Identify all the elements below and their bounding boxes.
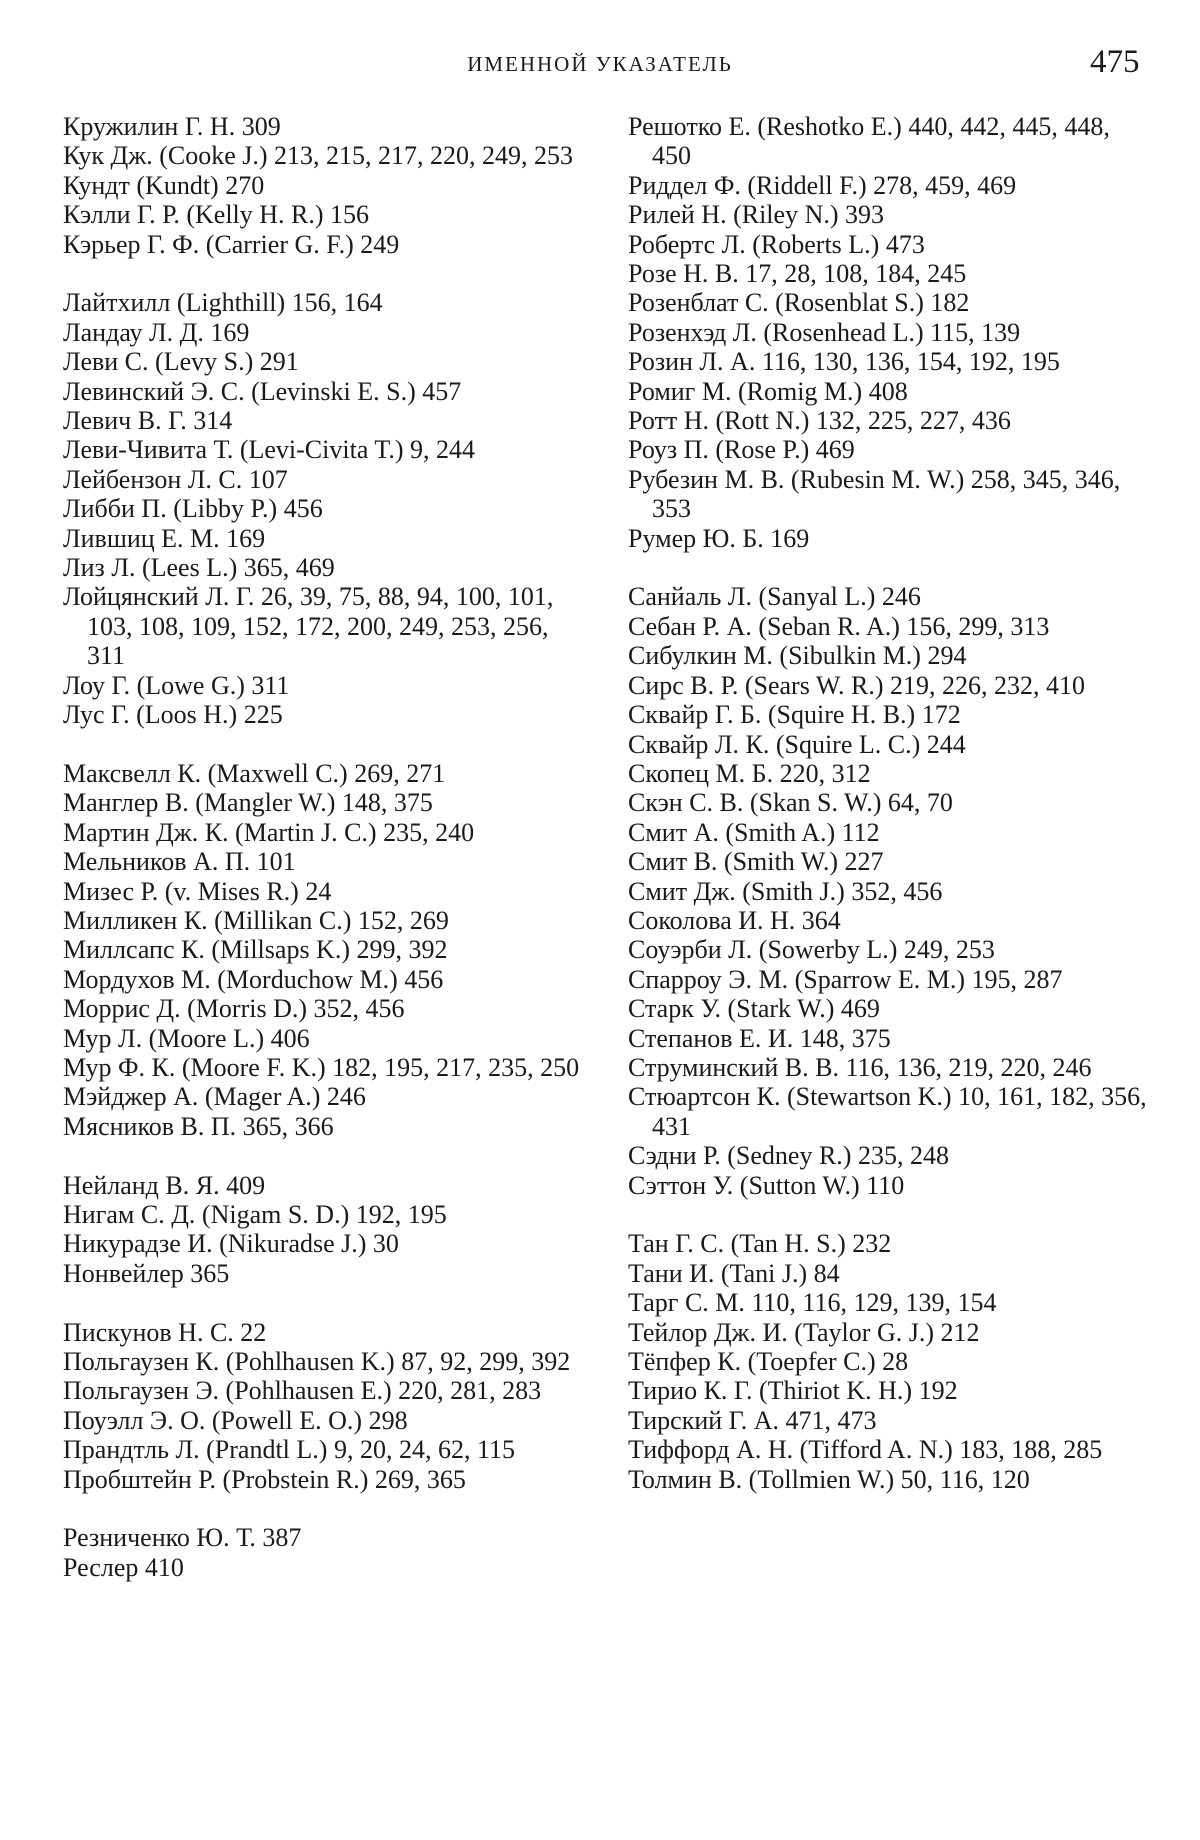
index-entry: Рубезин М. В. (Rubesin M. W.) 258, 345, 346, 353: [628, 464, 1121, 524]
index-entry: Лус Г. (Loos H.) 225: [63, 700, 283, 730]
index-entry: Сэттон У. (Sutton W.) 110: [628, 1170, 905, 1200]
index-entry: Кундт (Kundt) 270: [63, 170, 265, 200]
running-header: ИМЕННОЙ УКАЗАТЕЛЬ: [467, 52, 733, 76]
index-entry: Реслер 410: [63, 1552, 184, 1582]
index-entry: Кэлли Г. Р. (Kelly H. R.) 156: [63, 200, 370, 230]
index-entry: Тиффорд А. Н. (Tifford A. N.) 183, 188, 285: [628, 1435, 1103, 1465]
index-entry: Рилей Н. (Riley N.) 393: [628, 200, 885, 230]
index-entry: Робертс Л. (Roberts L.) 473: [628, 229, 925, 259]
index-entry: Санйаль Л. (Sanyal L.) 246: [628, 582, 921, 612]
index-entry: Розенблат С. (Rosenblat S.) 182: [628, 288, 970, 318]
index-entry: Тарг С. М. 110, 116, 129, 139, 154: [628, 1288, 997, 1318]
index-entry: Тан Г. С. (Tan H. S.) 232: [628, 1229, 892, 1259]
index-entry: Розин Л. А. 116, 130, 136, 154, 192, 195: [628, 347, 1060, 377]
index-entry: Толмин В. (Tollmien W.) 50, 116, 120: [628, 1464, 1030, 1494]
index-entry: Соуэрби Л. (Sowerby L.) 249, 253: [628, 935, 995, 965]
index-entry: Старк У. (Stark W.) 469: [628, 994, 880, 1024]
index-entry: Сквайр Г. Б. (Squire H. B.) 172: [628, 700, 961, 730]
index-entry: Мизес Р. (v. Mises R.) 24: [63, 876, 332, 906]
index-entry: Розенхэд Л. (Rosenhead L.) 115, 139: [628, 317, 1021, 347]
index-entry: Леви С. (Levy S.) 291: [63, 347, 299, 377]
index-entry: Смит В. (Smith W.) 227: [628, 847, 884, 877]
index-entry: Стюартсон К. (Stewartson K.) 10, 161, 182, 356, 431: [628, 1082, 1147, 1141]
index-entry: Нигам С. Д. (Nigam S. D.) 192, 195: [63, 1199, 447, 1229]
index-entry: Тани И. (Tani J.) 84: [628, 1258, 840, 1288]
index-entry: Сирс В. Р. (Sears W. R.) 219, 226, 232, 410: [628, 670, 1086, 700]
index-column-left: [63, 112, 588, 1582]
index-entry: Тирио К. Г. (Thiriot K. H.) 192: [628, 1376, 958, 1406]
index-entry: Польгаузен Э. (Pohlhausen E.) 220, 281, 283: [63, 1376, 542, 1406]
index-entry: Либби П. (Libby P.) 456: [63, 494, 323, 524]
index-entry: Мур Ф. К. (Moore F. K.) 182, 195, 217, 235, 250: [63, 1052, 580, 1082]
index-entry: Поуэлл Э. О. (Powell E. O.) 298: [63, 1405, 408, 1435]
index-entry: Лоу Г. (Lowe G.) 311: [63, 670, 290, 700]
index-entry: Прандтль Л. (Prandtl L.) 9, 20, 24, 62, 115: [63, 1435, 515, 1465]
index-entry: Левинский Э. С. (Levinski E. S.) 457: [63, 376, 462, 406]
index-entry: Никурадзе И. (Nikuradse J.) 30: [63, 1229, 399, 1259]
index-entry: Тейлор Дж. И. (Taylor G. J.) 212: [628, 1317, 980, 1347]
index-entry: Сибулкин М. (Sibulkin M.) 294: [628, 641, 967, 671]
index-entry: Ротт Н. (Rott N.) 132, 225, 227, 436: [628, 406, 1011, 436]
index-entry: Ромиг М. (Romig M.) 408: [628, 376, 908, 406]
index-entry: Скопец М. Б. 220, 312: [628, 758, 871, 788]
index-entry: Ландау Л. Д. 169: [63, 317, 250, 347]
index-entry: Максвелл К. (Maxwell C.) 269, 271: [63, 758, 446, 788]
index-entry: Риддел Ф. (Riddell F.) 278, 459, 469: [628, 170, 1017, 200]
index-entry: Мэйджер А. (Mager A.) 246: [63, 1082, 366, 1112]
index-entry: Моррис Д. (Morris D.) 352, 456: [63, 994, 405, 1024]
index-entry: Роуз П. (Rose P.) 469: [628, 435, 855, 465]
index-entry: Пискунов Н. С. 22: [63, 1317, 267, 1347]
index-entry: Левич В. Г. 314: [63, 406, 233, 436]
index-entry: Тёпфер К. (Toepfer C.) 28: [628, 1347, 909, 1377]
index-entry: Румер Ю. Б. 169: [628, 523, 810, 553]
index-entry: Мур Л. (Moore L.) 406: [63, 1023, 310, 1053]
index-entry: Лиз Л. (Lees L.) 365, 469: [63, 553, 335, 583]
index-entry: Кук Дж. (Cooke J.) 213, 215, 217, 220, 249, 253: [63, 141, 574, 171]
index-entry: Струминский В. В. 116, 136, 219, 220, 246: [628, 1052, 1092, 1082]
index-entry: Скэн С. В. (Skan S. W.) 64, 70: [628, 788, 953, 818]
index-entry: Польгаузен К. (Pohlhausen K.) 87, 92, 299, 392: [63, 1347, 571, 1376]
index-entry: Себан Р. А. (Seban R. A.) 156, 299, 313: [628, 611, 1050, 641]
index-entry: Спарроу Э. М. (Sparrow E. M.) 195, 287: [628, 964, 1063, 994]
index-column-right: [628, 112, 1153, 1494]
index-entry: Лейбензон Л. С. 107: [63, 464, 288, 494]
index-entry: Лойцянский Л. Г. 26, 39, 75, 88, 94, 100, 101, 103, 108, 109, 152, 172, 200, 249, 253, 256, 311: [63, 582, 554, 671]
index-entry: Смит Дж. (Smith J.) 352, 456: [628, 876, 943, 906]
page-number: 475: [1090, 44, 1140, 80]
index-entry: Пробштейн Р. (Probstein R.) 269, 365: [63, 1464, 466, 1494]
index-entry: Тирский Г. А. 471, 473: [628, 1405, 877, 1435]
index-entry: Мартин Дж. К. (Martin J. C.) 235, 240: [63, 817, 475, 847]
index-entry: Лившиц Е. М. 169: [63, 523, 266, 553]
index-entry: Миллсапс К. (Millsaps K.) 299, 392: [63, 935, 448, 965]
index-entry: Розе Н. В. 17, 28, 108, 184, 245: [628, 259, 967, 289]
index-entry: Лайтхилл (Lighthill) 156, 164: [63, 288, 383, 318]
index-entry: Степанов Е. И. 148, 375: [628, 1023, 891, 1053]
index-entry: Нонвейлер 365: [63, 1258, 230, 1288]
index-entry: Кружилин Г. Н. 309: [63, 112, 281, 141]
index-entry: Мясников В. П. 365, 366: [63, 1111, 334, 1141]
index-entry: Соколова И. Н. 364: [628, 905, 841, 935]
index-entry: Милликен К. (Millikan C.) 152, 269: [63, 905, 449, 935]
index-entry: Сэдни Р. (Sedney R.) 235, 248: [628, 1141, 949, 1171]
index-entry: Манглер В. (Mangler W.) 148, 375: [63, 788, 433, 818]
index-entry: Смит А. (Smith A.) 112: [628, 817, 880, 847]
index-entry: Сквайр Л. К. (Squire L. C.) 244: [628, 729, 966, 759]
index-entry: Решотко Е. (Reshotko E.) 440, 442, 445, 448, 450: [628, 112, 1110, 171]
index-entry: Мордухов М. (Morduchow M.) 456: [63, 964, 444, 994]
index-entry: Нейланд В. Я. 409: [63, 1170, 266, 1200]
index-entry: Резниченко Ю. Т. 387: [63, 1523, 302, 1553]
index-entry: Кэрьер Г. Ф. (Carrier G. F.) 249: [63, 229, 400, 259]
index-entry: Леви-Чивита Т. (Levi-Civita T.) 9, 244: [63, 435, 476, 465]
index-entry: Мельников А. П. 101: [63, 847, 296, 877]
